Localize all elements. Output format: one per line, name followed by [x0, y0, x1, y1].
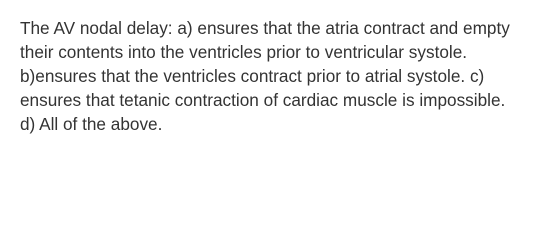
- question-text: [20, 16, 538, 136]
- question-line-1: The AV nodal delay: a) ensures that the atria contract and empty: [20, 18, 510, 38]
- question-line-3: b)ensures that the ventricles contract prior to atrial systole. c): [20, 66, 485, 86]
- question-line-4: ensures that tetanic contraction of cardiac muscle is impossible.: [20, 90, 506, 110]
- question-line-2: their contents into the ventricles prior to ventricular systole.: [20, 42, 468, 62]
- question-line-5: d) All of the above.: [20, 114, 163, 134]
